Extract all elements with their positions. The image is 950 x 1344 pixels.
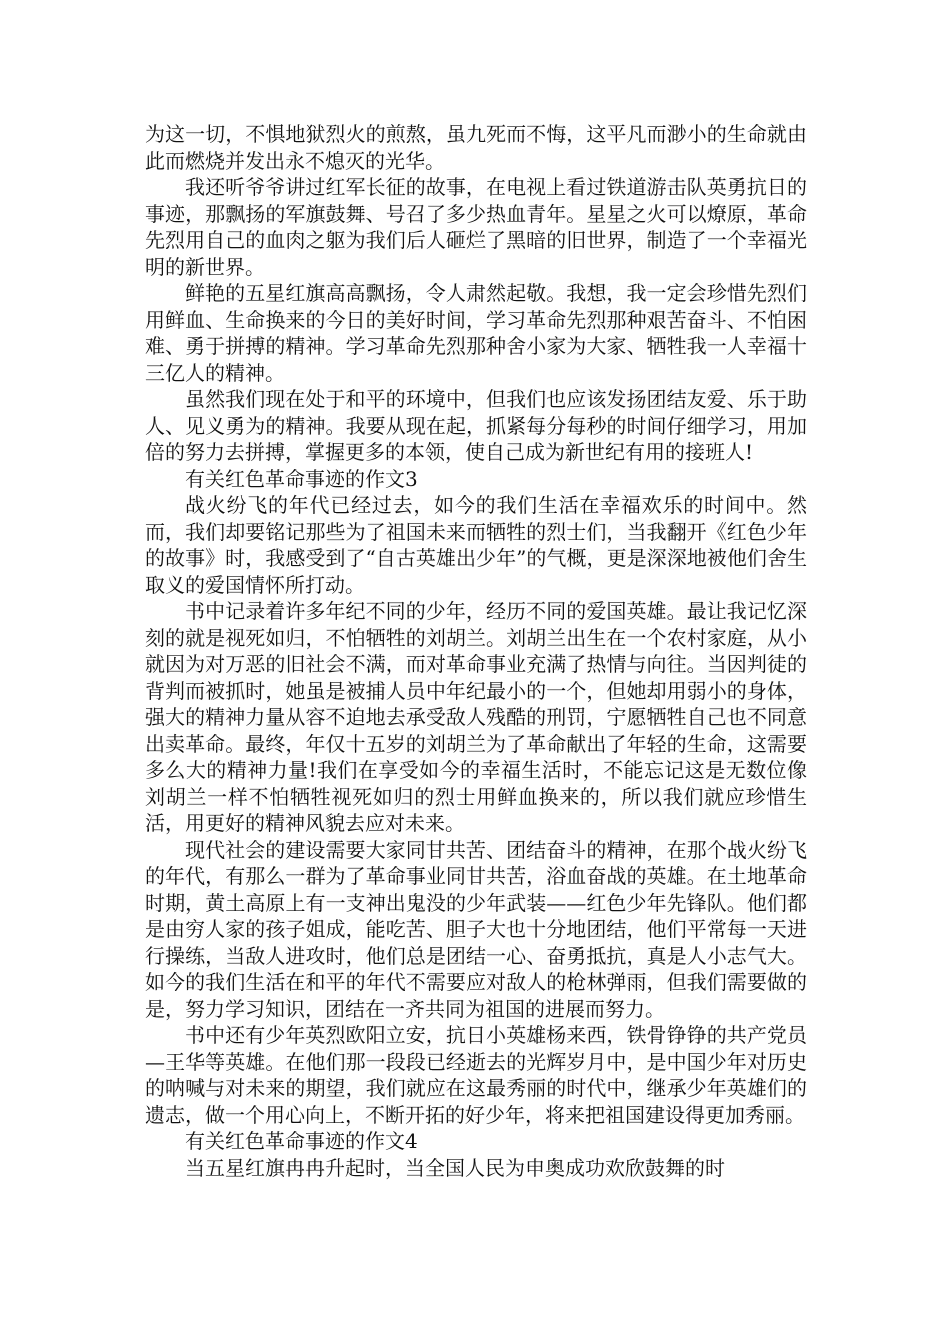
paragraph: 虽然我们现在处于和平的环境中，但我们也应该发扬团结友爱、乐于助人、见义勇为的精神。我要从现在起，抓紧每分每秒的时间仔细学习，用加倍的努力去拼搏，掌握更多的本领，使自己成为新世纪有用的接班人! bbox=[145, 387, 807, 464]
paragraph: 我还听爷爷讲过红军长征的故事，在电视上看过铁道游击队英勇抗日的事迹，那飘扬的军旗鼓舞、号召了多少热血青年。星星之火可以燎原，革命先烈用自己的血肉之躯为我们后人砸烂了黑暗的旧世界，制造了一个幸福光明的新世界。 bbox=[145, 175, 807, 279]
section-heading: 有关红色革命事迹的作文3 bbox=[185, 466, 418, 491]
section-heading: 有关红色革命事迹的作文4 bbox=[185, 1129, 418, 1153]
paragraph: 书中还有少年英烈欧阳立安，抗日小英雄杨来西，铁骨铮铮的共产党员—王华等英雄。在他们那一段段已经逝去的光辉岁月中，是中国少年对历史的呐喊与对未来的期望，我们就应在这最秀丽的时代中，继承少年英雄们的遗志，做一个用心向上，不断开拓的好少年，将来把祖国建设得更加秀丽。 bbox=[145, 1023, 807, 1127]
paragraph-continued: 为这一切，不惧地狱烈火的煎熬，虽九死而不悔，这平凡而渺小的生命就由此而燃烧并发出永不熄灭的光华。 bbox=[145, 122, 807, 173]
paragraph: 鲜艳的五星红旗高高飘扬，令人肃然起敬。我想，我一定会珍惜先烈们用鲜血、生命换来的今日的美好时间，学习革命先烈那种艰苦奋斗、不怕困难、勇于拼搏的精神。学习革命先烈那种舍小家为大家、牺牲我一人幸福十三亿人的精神。 bbox=[145, 281, 807, 385]
document-page bbox=[145, 121, 807, 1181]
paragraph: 书中记录着许多年纪不同的少年，经历不同的爱国英雄。最让我记忆深刻的就是视死如归，不怕牺牲的刘胡兰。刘胡兰出生在一个农村家庭，从小就因为对万恶的旧社会不满，而对革命事业充满了热情与向往。当因判徒的背判而被抓时，她虽是被捕人员中年纪最小的一个，但她却用弱小的身体，强大的精神力量从容不迫地去承受敌人残酷的刑罚，宁愿牺牲自己也不同意出卖革命。最终，年仅十五岁的刘胡兰为了革命献出了年轻的生命，这需要多么大的精神力量!我们在享受如今的幸福生活时，不能忘记这是无数位像刘胡兰一样不怕牺牲视死如归的烈士用鲜血换来的，所以我们就应珍惜生活，用更好的精神风貌去应对未来。 bbox=[145, 599, 807, 835]
paragraph: 战火纷飞的年代已经过去，如今的我们生活在幸福欢乐的时间中。然而，我们却要铭记那些为了祖国未来而牺牲的烈士们，当我翻开《红色少年的故事》时，我感受到了“自古英雄出少年”的气概，更是深深地被他们舍生取义的爱国情怀所打动。 bbox=[145, 493, 807, 597]
paragraph: 现代社会的建设需要大家同甘共苦、团结奋斗的精神，在那个战火纷飞的年代，有那么一群为了革命事业同甘共苦，浴血奋战的英雄。在土地革命时期，黄土高原上有一支神出鬼没的少年武装——红色少年先锋队。他们都是由穷人家的孩子姐成，能吃苦、胆子大也十分地团结，他们平常每一天进行操练，当敌人进攻时，他们总是团结一心、奋勇抵抗，真是人小志气大。如今的我们生活在和平的年代不需要应对敌人的枪林弹雨，但我们需要做的是，努力学习知识，团结在一齐共同为祖国的进展而努力。 bbox=[145, 837, 807, 1021]
paragraph-truncated: 当五星红旗冉冉升起时，当全国人民为申奥成功欢欣鼓舞的时 bbox=[185, 1155, 725, 1180]
